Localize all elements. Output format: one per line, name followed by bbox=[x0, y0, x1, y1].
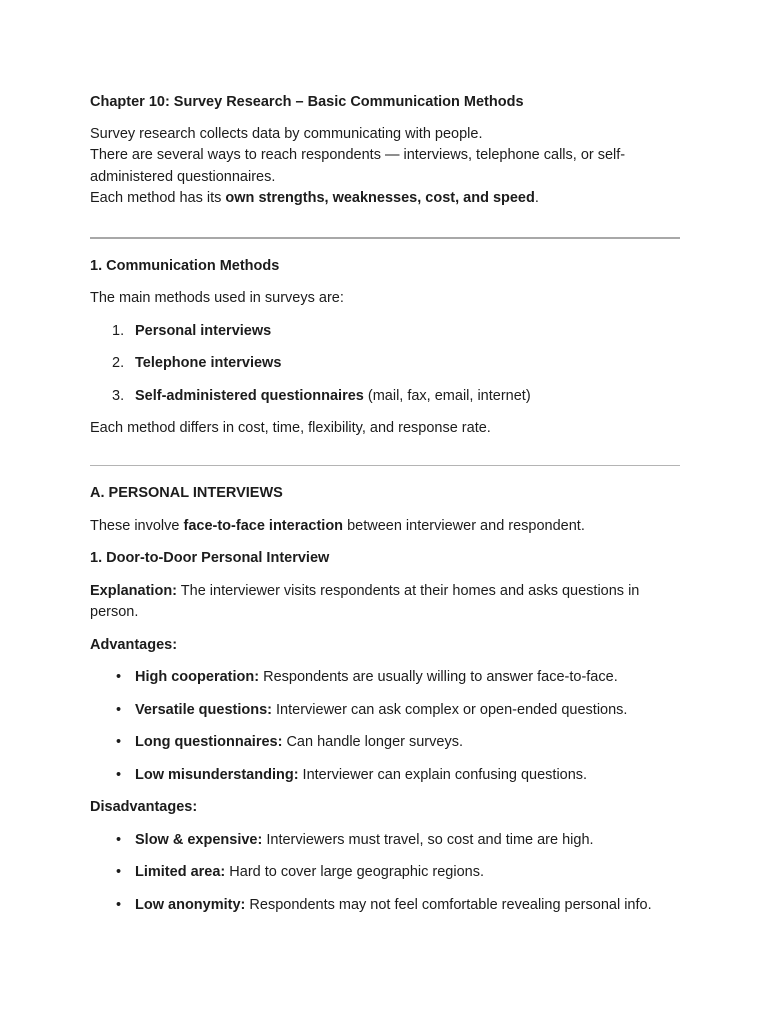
bullet-icon: • bbox=[116, 831, 122, 848]
list-item: • Limited area: Hard to cover large geographic regions. bbox=[90, 862, 680, 884]
section-heading-personal-interviews: A. PERSONAL INTERVIEWS bbox=[90, 485, 283, 501]
list-number: 1. bbox=[112, 322, 125, 339]
intro-line-2: There are several ways to reach respondents — interviews, telephone calls, or self-administered questionnaires. bbox=[90, 147, 626, 185]
methods-list bbox=[90, 321, 680, 408]
bullet-icon: • bbox=[116, 701, 122, 718]
list-item: • Versatile questions: Interviewer can ask complex or open-ended questions. bbox=[90, 700, 680, 722]
bullet-icon: • bbox=[116, 896, 122, 913]
list-item: • Low misunderstanding: Interviewer can explain confusing questions. bbox=[90, 765, 680, 787]
list-item: • Low anonymity: Respondents may not feel comfortable revealing personal info. bbox=[90, 895, 680, 917]
bullet-icon: • bbox=[116, 734, 122, 750]
bullet-icon: • bbox=[116, 766, 122, 783]
document-body bbox=[90, 92, 680, 927]
bullet-icon: • bbox=[116, 669, 122, 685]
list-item: 1. Personal interviews bbox=[90, 321, 680, 343]
list-item: • Long questionnaires: Can handle longer surveys. bbox=[90, 732, 680, 754]
section-divider bbox=[90, 465, 680, 467]
list-number: 2. bbox=[112, 355, 125, 371]
section-lead: These involve face-to-face interaction between interviewer and respondent. bbox=[90, 517, 585, 534]
section-lead: The main methods used in surveys are: bbox=[90, 290, 344, 306]
list-item: • High cooperation: Respondents are usually willing to answer face-to-face. bbox=[90, 667, 680, 689]
section-heading-communication-methods: 1. Communication Methods bbox=[90, 257, 280, 274]
intro-line-3: Each method has its own strengths, weaknesses, cost, and speed. bbox=[90, 190, 539, 206]
subsection-heading-door-to-door: 1. Door-to-Door Personal Interview bbox=[90, 550, 330, 566]
bullet-icon: • bbox=[116, 864, 122, 880]
chapter-title: Chapter 10: Survey Research – Basic Communication Methods bbox=[90, 94, 524, 110]
intro-line-1: Survey research collects data by communicating with people. bbox=[90, 125, 483, 142]
disadvantages-label: Disadvantages: bbox=[90, 799, 198, 815]
advantages-list bbox=[90, 667, 680, 786]
intro-paragraph bbox=[90, 124, 680, 210]
intro-emphasis: own strengths, weaknesses, cost, and speed bbox=[225, 190, 535, 206]
list-item: 3. Self-administered questionnaires (mail, fax, email, internet) bbox=[90, 386, 680, 408]
list-number: 3. bbox=[112, 387, 125, 404]
list-item: 2. Telephone interviews bbox=[90, 353, 680, 375]
section-divider bbox=[90, 237, 680, 239]
explanation-paragraph: Explanation: The interviewer visits respondents at their homes and asks questions in person. bbox=[90, 582, 640, 620]
disadvantages-list bbox=[90, 830, 680, 917]
list-item: • Slow & expensive: Interviewers must travel, so cost and time are high. bbox=[90, 830, 680, 852]
section-closing: Each method differs in cost, time, flexibility, and response rate. bbox=[90, 420, 491, 436]
advantages-label: Advantages: bbox=[90, 636, 178, 653]
